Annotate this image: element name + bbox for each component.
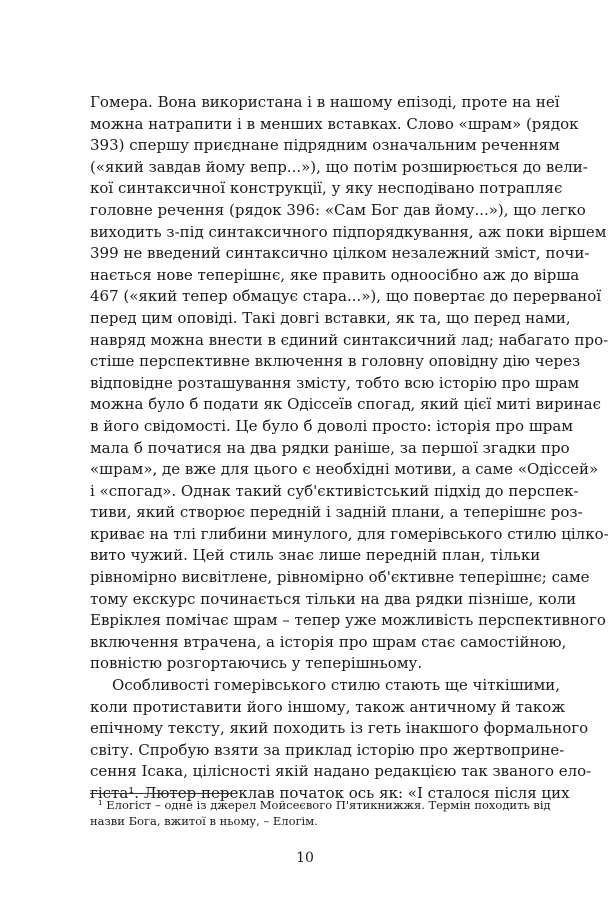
text-line: «шрам», де вже для цього є необхідні мотиви, а саме «Одіссей» [90, 460, 599, 479]
text-line: включення втрачена, а історія про шрам стає самостійною, [90, 632, 567, 651]
text-line: 399 не введений синтаксично цілком незалежний зміст, почи- [90, 244, 590, 263]
text-line: можна натрапити і в менших вставках. Слово «шрам» (рядок [90, 114, 579, 133]
text-line: криває на тлі глибини минулого, для гомерівського стилю цілко- [90, 524, 609, 543]
text-line: в його свідомості. Це було б доволі просто: історія про шрам [90, 416, 573, 435]
text-line: і «спогад». Однак такий суб'єктивістський підхід до перспек- [90, 481, 579, 500]
text-line: Гомера. Вона використана і в нашому епізоді, проте на неї [90, 93, 560, 111]
text-line: навряд можна внести в єдиний синтаксичний лад; набагато про- [90, 330, 609, 349]
footnote-line: ¹ Елогіст – одне із джерел Мойсеєвого П'ятикнижжя. Термін походить від [98, 798, 551, 812]
text-line: нається нове теперішнє, яке править одноосібно аж до вірша [90, 265, 580, 284]
text-line: відповідне розташування змісту, тобто всю історію про шрам [90, 373, 580, 392]
footnote-line: назви Бога, вжитої в ньому, – Елогім. [90, 814, 318, 828]
page-number: 10 [296, 850, 314, 866]
text-line: 393) спершу приєднане підрядним означальним реченням [90, 136, 560, 155]
text-line: виходить з-під синтаксичного підпорядкування, аж поки віршем [90, 222, 607, 241]
footnote-divider [90, 793, 230, 794]
text-line: гіста¹. Лютер переклав початок ось як: «І сталося після цих [90, 784, 570, 802]
text-line: епічному тексту, який походить із геть інакшого формального [90, 719, 589, 738]
text-line: повністю розгортаючись у теперішньому. [90, 654, 423, 673]
text-line: сення Ісака, цілісності якій надано редакцією так званого ело- [90, 762, 592, 781]
text-line: тиви, який створює передній і задній плани, а теперішнє роз- [90, 503, 583, 522]
text-line: тому екскурс починається тільки на два рядки пізніше, коли [90, 589, 577, 608]
text-line: мала б початися на два рядки раніше, за першої згадки про [90, 438, 570, 457]
text-line: вито чужий. Цей стиль знає лише передній план, тільки [90, 546, 541, 565]
text-line: перед цим оповіді. Такі довгі вставки, як та, що перед нами, [90, 308, 571, 327]
footnote [90, 797, 551, 829]
text-line: стіше перспективне включення в головну оповідну дію через [90, 352, 581, 371]
text-line: коли протиставити його іншому, також античному й також [90, 697, 566, 716]
text-line: («який завдав йому вепр...»), що потім розширюється до вели- [90, 157, 588, 176]
text-line: головне речення (рядок 396: «Сам Бог дав йому...»), що легко [90, 200, 586, 219]
text-line: кої синтаксичної конструкції, у яку несподівано потрапляє [90, 179, 563, 198]
text-line: Особливості гомерівського стилю стають ще чіткішими, [112, 676, 561, 695]
text-line: можна було б подати як Одіссеїв спогад, який цієї миті виринає [90, 395, 602, 414]
text-line: Евріклея помічає шрам – тепер уже можливість перспективного [90, 611, 606, 630]
text-line: рівномірно висвітлене, рівномірно об'єктивне теперішнє; саме [90, 568, 590, 587]
text-line: 467 («який тепер обмацує стара...»), що повертає до перерваної [90, 287, 602, 306]
text-line: світу. Спробую взяти за приклад історію про жертвоприне- [90, 740, 565, 759]
